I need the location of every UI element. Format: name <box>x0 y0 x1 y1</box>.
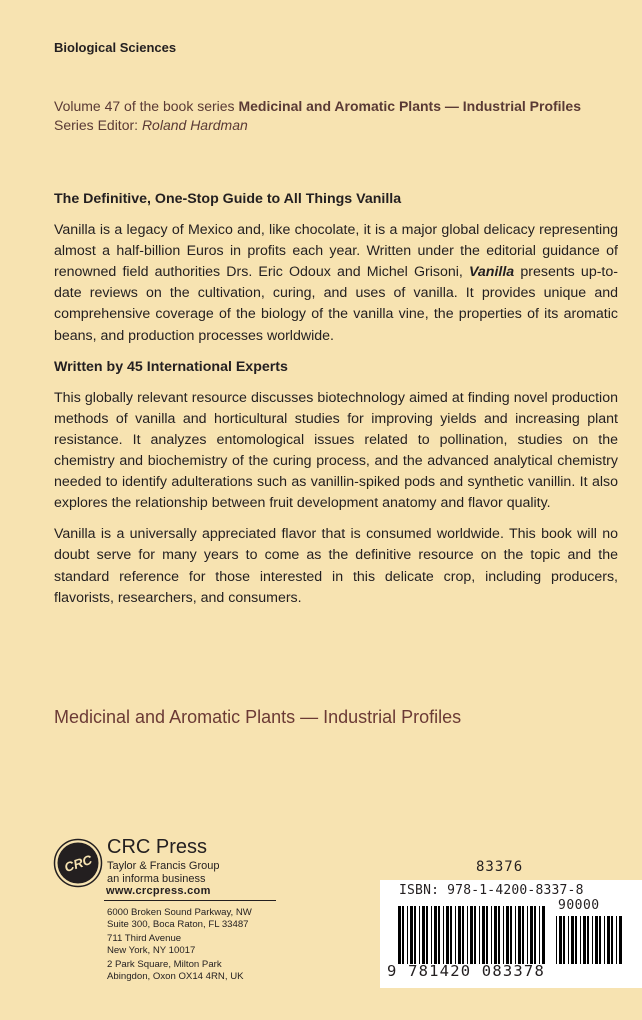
address-line: 6000 Broken Sound Parkway, NW <box>107 907 252 918</box>
ean-digits: 9 781420 083378 <box>387 962 545 980</box>
barcode-bar <box>563 916 565 964</box>
barcode-bar <box>486 906 488 964</box>
publisher-name: CRC Press <box>107 836 208 858</box>
barcode-bar <box>446 906 449 964</box>
address-line: Suite 300, Boca Raton, FL 33487 <box>107 918 249 930</box>
publisher-group: Taylor & Francis Group <box>107 860 220 872</box>
barcode-bar <box>462 906 464 964</box>
address-new-york <box>107 933 252 956</box>
series-name: Medicinal and Aromatic Plants — Industrial Profiles <box>238 98 582 114</box>
barcode-bar <box>455 906 456 964</box>
barcode-bar <box>559 916 562 964</box>
description-paragraph-2: This globally relevant resource discusses biotechnology aimed at finding novel production methods of vanilla and horticultural studies for improving yields and increasing plant resistance. It analyzes entomological issues related to pollination, studies on the chemistry and biochemistry of the curing process, and the advanced analytical chemistry needed to identify adulterations such as vanillin-spiked pods and synthetic vanillin. It also explores the relationship between fruit development anatomy and flavor quality. <box>54 389 618 512</box>
para1-book-title: Vanilla <box>468 264 515 281</box>
barcode-bar <box>443 906 444 964</box>
publisher-block <box>107 836 219 886</box>
isbn-text: ISBN: 978-1-4200-8337-8 <box>399 883 584 898</box>
address-boca-raton <box>107 907 252 930</box>
barcode-bar <box>419 906 420 964</box>
barcode-bar <box>407 906 408 964</box>
barcode-bar <box>592 916 593 964</box>
publisher-url[interactable]: www.crcpress.com <box>106 885 211 897</box>
barcode-bar <box>458 906 461 964</box>
category-label: Biological Sciences <box>54 40 177 55</box>
barcode-bar <box>604 916 605 964</box>
barcode-bar <box>515 906 516 964</box>
publisher-business: an informa business <box>107 873 206 885</box>
barcode-bar <box>426 906 428 964</box>
barcode-bar <box>599 916 601 964</box>
series-footer-title: Medicinal and Aromatic Plants — Industrial Profiles <box>54 707 462 727</box>
address-line: 711 Third Avenue <box>107 933 182 944</box>
barcode-bar <box>479 906 480 964</box>
series-editor-name: Roland Hardman <box>141 117 248 133</box>
barcode-bar <box>527 906 528 964</box>
barcode-bar <box>491 906 492 964</box>
barcode-bar <box>450 906 452 964</box>
barcode-bar <box>410 906 413 964</box>
series-line <box>54 97 581 116</box>
addon-digits: 90000 <box>558 898 600 913</box>
para1-start: Vanilla is a legacy of Mexico and, like chocolate, it is a major global delicacy representing almost a half-billion Euros in profits each year. Written under the editorial guidance of renowned field authorities Drs. Eric Odoux and Michel Grisoni, <box>54 222 618 281</box>
series-prefix: Volume 47 of the book series <box>54 98 239 114</box>
heading-experts: Written by 45 International Experts <box>54 358 288 375</box>
barcode-bar <box>518 906 521 964</box>
barcode-bar <box>587 916 589 964</box>
barcode-bar <box>575 916 577 964</box>
heading-definitive-guide: The Definitive, One-Stop Guide to All Things Vanilla <box>54 191 402 207</box>
barcode-bar <box>431 906 432 964</box>
description-paragraph-3: Vanilla is a universally appreciated flavor that is consumed worldwide. This book will no doubt serve for many years to come as the definitive resource on the topic and the standard reference for those interested in this delicate crop, including producers, flavorists, researchers, and consumers. <box>54 526 618 606</box>
barcode-bar <box>494 906 497 964</box>
barcode-bar <box>607 916 610 964</box>
para1-end: presents up-to-date reviews on the cultivation, curing, and uses of vanilla. It provides unique and comprehensive coverage of the biology of the vanilla vine, the properties of its aromatic beans, and production processes worldwide. <box>54 264 618 344</box>
description-paragraph-1 <box>54 220 618 347</box>
crc-press-logo <box>53 838 103 888</box>
back-cover-description <box>54 189 618 609</box>
barcode-bar <box>539 906 540 964</box>
logo-text: CRC <box>62 851 94 875</box>
barcode-bar <box>611 916 613 964</box>
stock-number: 83376 <box>476 859 524 875</box>
publisher-addresses <box>107 907 252 985</box>
barcode-bar <box>542 906 545 964</box>
barcode-bar <box>414 906 416 964</box>
barcode-bar <box>503 906 504 964</box>
barcode-bar <box>580 916 581 964</box>
url-divider <box>104 900 276 901</box>
address-line: New York, NY 10017 <box>107 944 196 956</box>
series-editor-label: Series Editor: <box>54 117 142 133</box>
barcode-bar <box>616 916 617 964</box>
address-abingdon <box>107 959 252 982</box>
barcode-bar <box>556 916 557 964</box>
barcode-bar <box>470 906 473 964</box>
barcode-bar <box>534 906 536 964</box>
barcode-bar <box>482 906 485 964</box>
series-editor-line <box>54 116 581 135</box>
barcode-bar <box>398 906 401 964</box>
barcode-bar <box>498 906 500 964</box>
barcode-bar <box>619 916 622 964</box>
barcode-bar <box>530 906 533 964</box>
barcode-bar <box>568 916 569 964</box>
barcode-bar <box>522 906 524 964</box>
barcode-bar <box>510 906 512 964</box>
barcode-bar <box>402 906 404 964</box>
barcode-bar <box>434 906 437 964</box>
barcode-bar <box>422 906 425 964</box>
address-line: 2 Park Square, Milton Park <box>107 959 222 970</box>
barcode-bar <box>467 906 468 964</box>
series-info <box>54 97 581 135</box>
barcode-bar <box>571 916 574 964</box>
barcode-bar <box>438 906 440 964</box>
barcode-bar <box>506 906 509 964</box>
barcode-bar <box>583 916 586 964</box>
barcode-bar <box>595 916 598 964</box>
barcode-bar <box>474 906 476 964</box>
address-line: Abingdon, Oxon OX14 4RN, UK <box>107 970 244 982</box>
